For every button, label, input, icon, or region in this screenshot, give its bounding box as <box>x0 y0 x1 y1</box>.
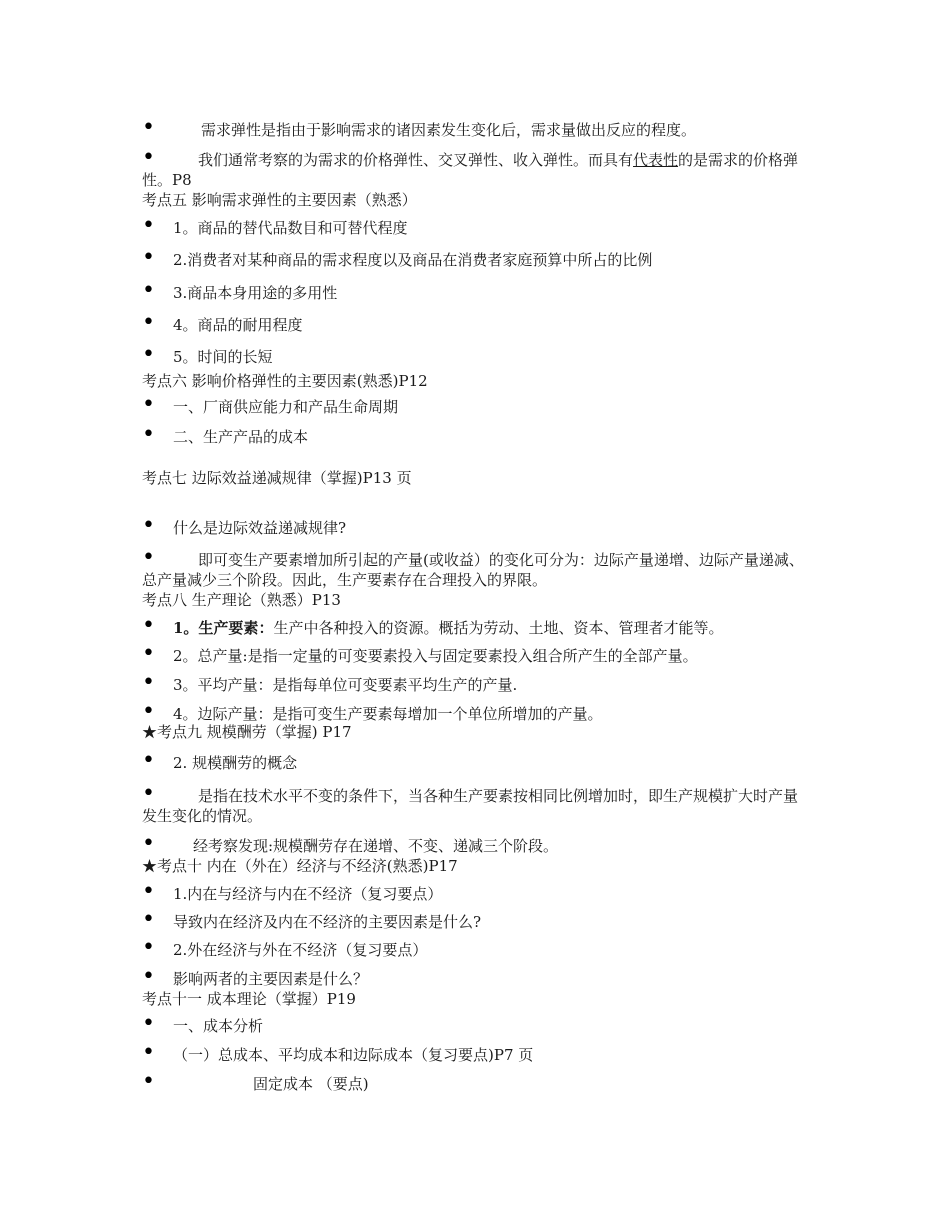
section-heading-7: 考点七 边际效益递减规律（掌握)P13 页 <box>142 469 412 487</box>
list-item: • 导致内在经济及内在不经济的主要因素是什么? <box>142 912 843 932</box>
list-item: • （一）总成本、平均成本和边际成本（复习要点)P7 页 <box>142 1045 843 1065</box>
list-item: • 什么是边际效益递减规律? <box>142 518 843 538</box>
list-item: • 5。时间的长短 <box>142 347 843 367</box>
section-heading-9: ★考点九 规模酬劳（掌握) P17 <box>142 723 352 741</box>
section-heading-8: 考点八 生产理论（熟悉）P13 <box>142 591 341 609</box>
list-item: • 2.外在经济与外在不经济（复习要点） <box>142 940 843 960</box>
demand-elasticity-definition: 需求弹性是指由于影响需求的诸因素发生变化后，需求量做出反应的程度。 <box>201 121 697 139</box>
underlined-term: 代表性 <box>633 151 679 169</box>
list-item: • 二、生产产品的成本 <box>142 427 843 447</box>
list-item: • 一、成本分析 <box>142 1016 843 1036</box>
list-item: • 固定成本 （要点) <box>142 1074 843 1094</box>
list-item: • 3。平均产量：是指每单位可变要素平均生产的产量. <box>142 675 843 695</box>
section-heading-10: ★考点十 内在（外在）经济与不经济(熟悉)P17 <box>142 857 458 875</box>
section-heading-5: 考点五 影响需求弹性的主要因素（熟悉） <box>142 191 417 209</box>
list-item <box>142 120 843 140</box>
bold-term: 1。生产要素： <box>173 619 274 637</box>
list-item: • 3.商品本身用途的多用性 <box>142 283 843 303</box>
list-item: • 一、厂商供应能力和产品生命周期 <box>142 397 843 417</box>
list-item: • 2。总产量:是指一定量的可变要素投入与固定要素投入组合所产生的全部产量。 <box>142 646 843 666</box>
list-item: • 4。商品的耐用程度 <box>142 315 843 335</box>
list-item: • 2.消费者对某种商品的需求程度以及商品在消费者家庭预算中所占的比例 <box>142 250 843 270</box>
section-heading-11: 考点十一 成本理论（掌握）P19 <box>142 990 356 1008</box>
list-item: • 是指在技术水平不变的条件下，当各种生产要素按相同比例增加时，即生产规模扩大时产量发生变化的情况。 <box>142 786 812 826</box>
list-item: • 1.内在与经济与内在不经济（复习要点） <box>142 884 843 904</box>
list-item: • 4。边际产量：是指可变生产要素每增加一个单位所增加的产量。 <box>142 704 843 724</box>
section-heading-6: 考点六 影响价格弹性的主要因素(熟悉)P12 <box>142 372 428 390</box>
list-item: • 即可变生产要素增加所引起的产量(或收益）的变化可分为：边际产量递增、边际产量递减、总产量减少三个阶段。因此，生产要素存在合理投入的界限。 <box>142 550 812 590</box>
list-item: • 我们通常考察的为需求的价格弹性、交叉弹性、收入弹性。而具有代表性的是需求的价格弹性。P8 <box>142 150 812 190</box>
list-item: • 影响两者的主要因素是什么？ <box>142 969 843 989</box>
list-item: • 2. 规模酬劳的概念 <box>142 753 843 773</box>
list-item: • 1。商品的替代品数目和可替代程度 <box>142 218 843 238</box>
list-item: • 经考察发现:规模酬劳存在递增、不变、递减三个阶段。 <box>142 836 843 856</box>
list-item: • 1。生产要素：生产中各种投入的资源。概括为劳动、土地、资本、管理者才能等。 <box>142 618 843 638</box>
